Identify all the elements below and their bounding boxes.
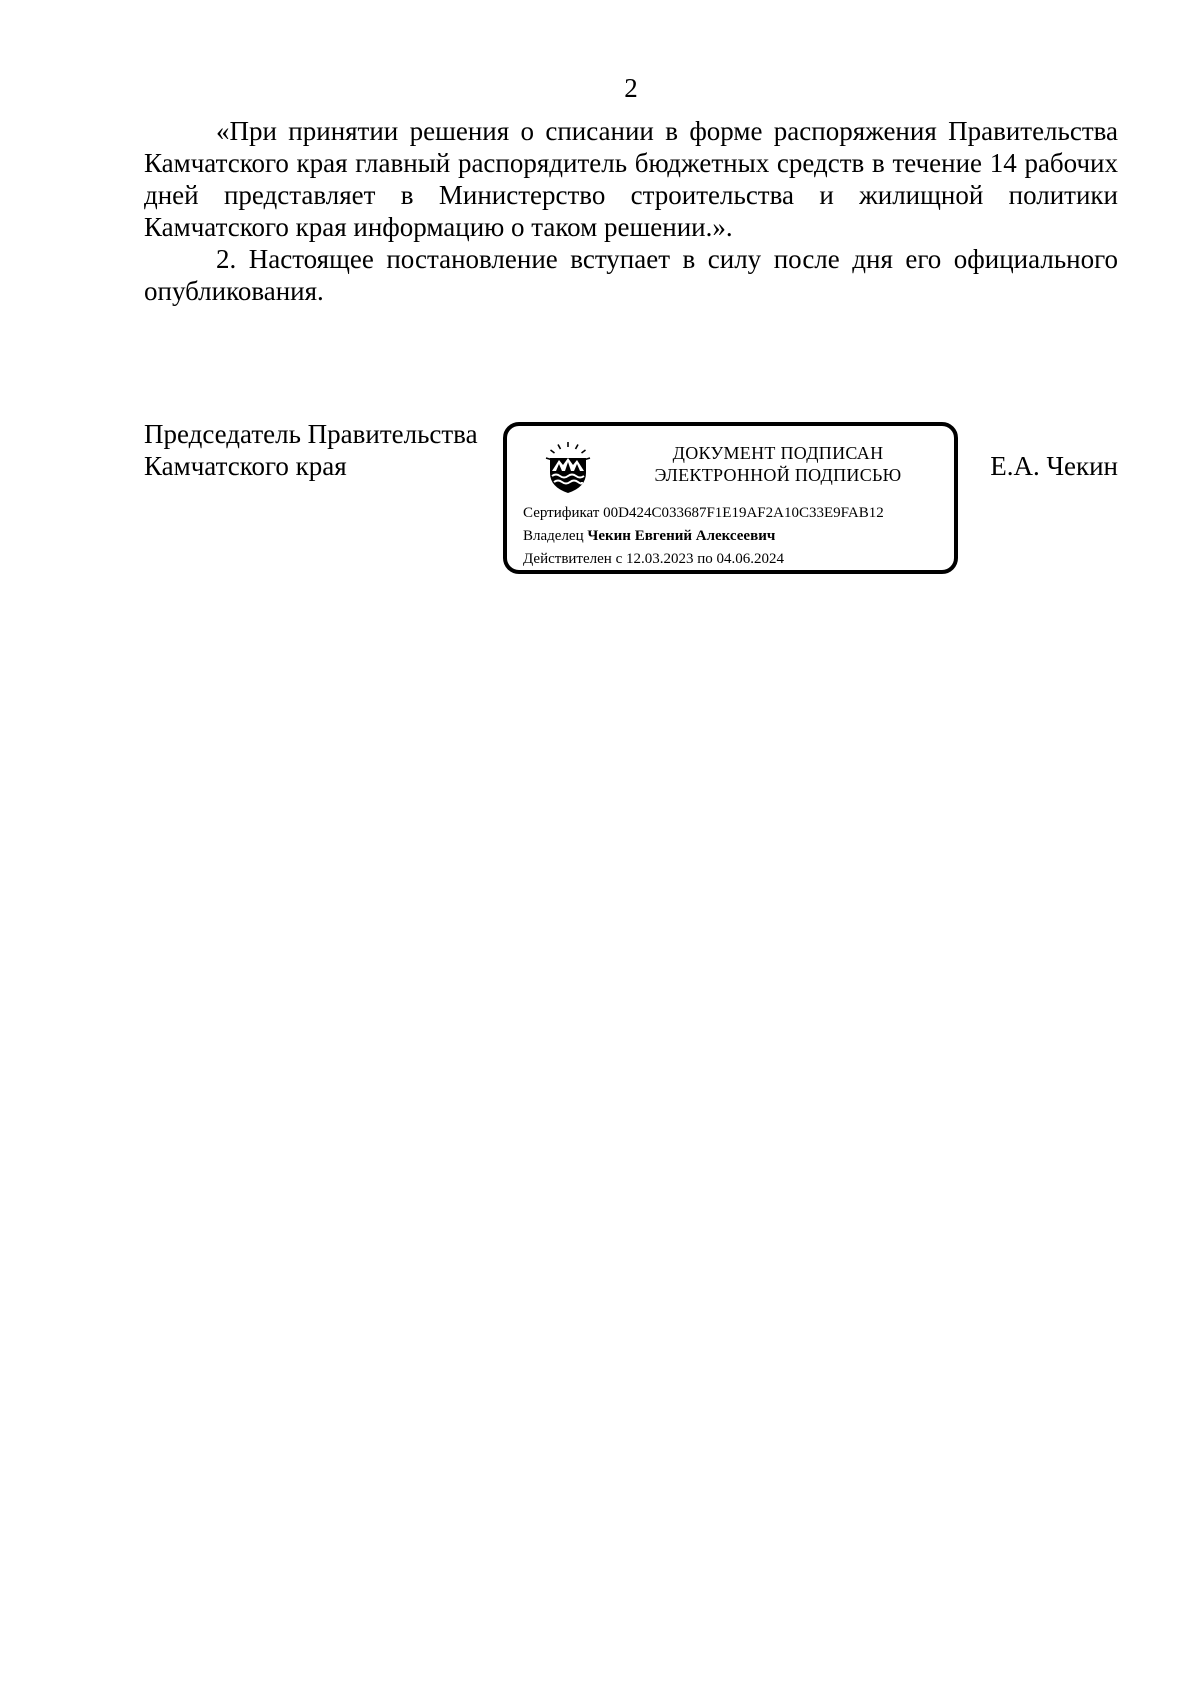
signer-title-line-2: Камчатского края xyxy=(144,451,347,481)
stamp-valid-from-label: с xyxy=(615,551,623,567)
stamp-heading-line-1: ДОКУМЕНТ ПОДПИСАН xyxy=(672,443,884,463)
stamp-heading-line-2: ЭЛЕКТРОННОЙ ПОДПИСЬЮ xyxy=(654,465,902,485)
stamp-owner-line xyxy=(523,527,775,545)
document-body xyxy=(144,115,1118,307)
stamp-heading xyxy=(613,442,943,486)
paragraph-quote: «При принятии решения о списании в форме распоряжения Правительства Камчатского края главный распорядитель бюджетных средств в течение 14 рабочих дней представляет в Министерство строительства и жилищной политики Камчатского края информацию о таком решении.». xyxy=(144,116,1118,242)
signer-name: Е.А. Чекин xyxy=(990,451,1118,481)
kamchatka-coat-of-arms-icon xyxy=(541,440,595,496)
page-number: 2 xyxy=(624,73,638,103)
stamp-validity-line xyxy=(523,550,784,568)
signer-title-line-1: Председатель Правительства xyxy=(144,419,478,449)
paragraph-effective-date: 2. Настоящее постановление вступает в силу после дня его официального опубликования. xyxy=(144,244,1118,306)
stamp-valid-to: 04.06.2024 xyxy=(716,551,785,567)
stamp-certificate-value: 00D424C033687F1E19AF2A10C33E9FAB12 xyxy=(603,505,884,521)
electronic-signature-stamp xyxy=(503,422,958,574)
stamp-owner-value: Чекин Евгений Алексеевич xyxy=(587,528,776,544)
signer-title xyxy=(144,418,478,482)
stamp-certificate-line xyxy=(523,504,884,522)
stamp-valid-label: Действителен xyxy=(523,551,612,567)
stamp-valid-from: 12.03.2023 xyxy=(625,551,694,567)
stamp-certificate-label: Сертификат xyxy=(523,505,600,521)
stamp-valid-to-label: по xyxy=(697,551,713,567)
stamp-owner-label: Владелец xyxy=(523,528,584,544)
